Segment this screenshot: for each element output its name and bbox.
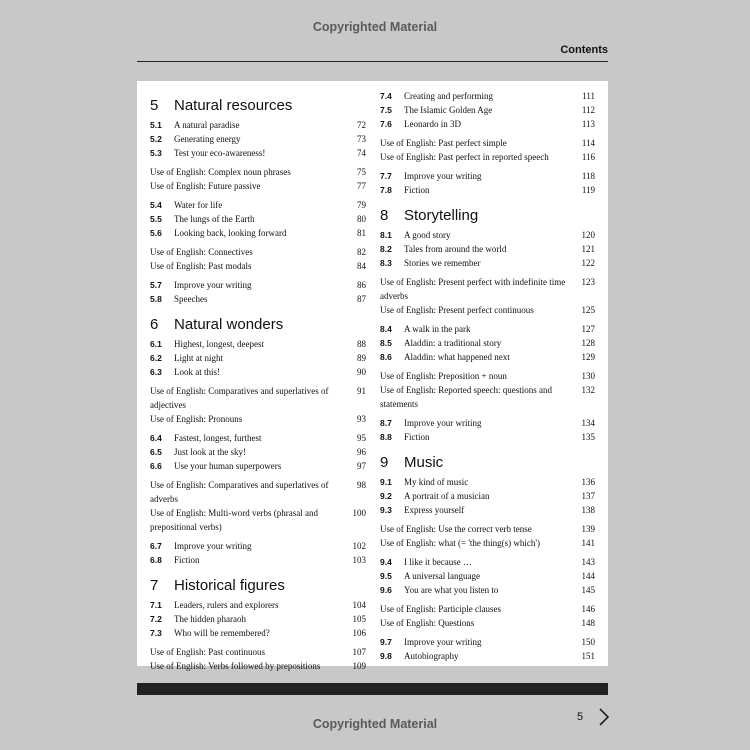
entry-page-number: 122 [581, 258, 595, 268]
use-of-english-entry[interactable] [150, 245, 366, 259]
lesson-number: 6.2 [150, 353, 162, 363]
lesson-entry[interactable] [150, 278, 366, 292]
chevron-right-icon[interactable] [596, 706, 612, 728]
entry-page-number: 89 [357, 353, 366, 363]
lesson-entry[interactable] [380, 89, 595, 103]
entry-title: Aladdin: what happened next [404, 352, 510, 362]
lesson-number: 9.2 [380, 491, 392, 501]
unit-heading [380, 203, 595, 228]
unit-title: Music [404, 454, 444, 471]
entry-title: Use of English: Present perfect continuous [380, 305, 534, 315]
lesson-entry[interactable] [150, 459, 366, 473]
unit-title: Natural wonders [174, 316, 284, 333]
lesson-number: 5.5 [150, 214, 162, 224]
lesson-entry[interactable] [380, 503, 595, 517]
lesson-entry[interactable] [150, 553, 366, 567]
entry-page-number: 129 [581, 352, 595, 362]
entry-page-number: 100 [352, 508, 366, 518]
entry-title: Fiction [174, 555, 200, 565]
contents-right-column [380, 89, 595, 663]
entry-title: Leonardo in 3D [404, 119, 461, 129]
entry-title: Fiction [404, 185, 430, 195]
entry-page-number: 113 [581, 119, 595, 129]
entry-title: Stories we remember [404, 258, 481, 268]
use-of-english-entry[interactable] [150, 259, 366, 273]
entry-title: Use of English: Multi-word verbs (phrasal and prepositional verbs) [150, 508, 318, 532]
entry-page-number: 77 [357, 181, 366, 191]
entry-title: The Islamic Golden Age [404, 105, 493, 115]
lesson-entry[interactable] [380, 117, 595, 131]
entry-page-number: 138 [581, 505, 595, 515]
unit-heading [380, 450, 595, 475]
lesson-entry[interactable] [150, 146, 366, 160]
lesson-number: 9.4 [380, 557, 392, 567]
lesson-entry[interactable] [150, 539, 366, 553]
lesson-entry[interactable] [380, 322, 595, 336]
entry-title: Use of English: Past perfect in reported speech [380, 152, 549, 162]
lesson-number: 8.4 [380, 324, 392, 334]
lesson-entry[interactable] [380, 183, 595, 197]
entry-title: Highest, longest, deepest [174, 339, 264, 349]
entry-page-number: 120 [581, 230, 595, 240]
lesson-number: 7.7 [380, 171, 392, 181]
entry-title: Light at night [174, 353, 223, 363]
use-of-english-entry[interactable] [150, 384, 366, 412]
entry-title: A walk in the park [404, 324, 471, 334]
entry-page-number: 130 [581, 371, 595, 381]
entry-title: Use of English: Complex noun phrases [150, 167, 291, 177]
use-of-english-entry[interactable] [150, 506, 366, 534]
use-of-english-entry[interactable] [380, 602, 595, 616]
lesson-number: 6.4 [150, 433, 162, 443]
entry-page-number: 90 [357, 367, 366, 377]
entry-page-number: 104 [352, 600, 366, 610]
lesson-number: 6.3 [150, 367, 162, 377]
entry-page-number: 103 [352, 555, 366, 565]
lesson-number: 9.8 [380, 651, 392, 661]
lesson-number: 8.2 [380, 244, 392, 254]
lesson-number: 8.6 [380, 352, 392, 362]
entry-page-number: 132 [581, 385, 595, 395]
entry-title: Fastest, longest, furthest [174, 433, 262, 443]
entry-title: A natural paradise [174, 120, 240, 130]
lesson-entry[interactable] [150, 626, 366, 640]
lesson-entry[interactable] [150, 598, 366, 612]
entry-title: Use of English: Past continuous [150, 647, 265, 657]
lesson-entry[interactable] [150, 118, 366, 132]
entry-title: Use of English: Pronouns [150, 414, 243, 424]
lesson-entry[interactable] [380, 583, 595, 597]
lesson-number: 5.7 [150, 280, 162, 290]
entry-title: Autobiography [404, 651, 459, 661]
lesson-entry[interactable] [380, 350, 595, 364]
lesson-number: 5.6 [150, 228, 162, 238]
lesson-entry[interactable] [380, 242, 595, 256]
lesson-number: 9.1 [380, 477, 392, 487]
entry-page-number: 75 [357, 167, 366, 177]
lesson-entry[interactable] [150, 212, 366, 226]
entry-title: Use of English: Past modals [150, 261, 252, 271]
entry-page-number: 127 [581, 324, 595, 334]
unit-number: 7 [150, 577, 159, 594]
entry-title: Use your human superpowers [174, 461, 282, 471]
lesson-entry[interactable] [380, 256, 595, 270]
entry-title: Tales from around the world [404, 244, 507, 254]
entry-title: Improve your writing [404, 418, 482, 428]
lesson-number: 5.2 [150, 134, 162, 144]
unit-heading [150, 573, 366, 598]
lesson-number: 7.3 [150, 628, 162, 638]
entry-page-number: 74 [357, 148, 366, 158]
entry-page-number: 105 [352, 614, 366, 624]
use-of-english-entry[interactable] [380, 616, 595, 630]
entry-page-number: 121 [581, 244, 595, 254]
unit-number: 5 [150, 97, 159, 114]
lesson-number: 9.5 [380, 571, 392, 581]
entry-page-number: 79 [357, 200, 366, 210]
entry-page-number: 91 [357, 386, 366, 396]
lesson-entry[interactable] [380, 489, 595, 503]
entry-page-number: 112 [581, 105, 595, 115]
contents-left-column [150, 89, 366, 673]
entry-page-number: 114 [581, 138, 595, 148]
entry-page-number: 80 [357, 214, 366, 224]
entry-title: Just look at the sky! [174, 447, 246, 457]
contents-panel [137, 81, 608, 671]
entry-title: Fiction [404, 432, 430, 442]
entry-title: Use of English: Past perfect simple [380, 138, 507, 148]
entry-title: Creating and performing [404, 91, 493, 101]
entry-title: A portrait of a musician [404, 491, 490, 501]
lesson-number: 7.4 [380, 91, 392, 101]
entry-page-number: 111 [582, 91, 595, 101]
lesson-entry[interactable] [380, 635, 595, 649]
lesson-entry[interactable] [150, 351, 366, 365]
use-of-english-entry[interactable] [380, 369, 595, 383]
page-title: Contents [560, 44, 608, 56]
unit-heading [150, 93, 366, 118]
entry-page-number: 96 [357, 447, 366, 457]
entry-page-number: 134 [581, 418, 595, 428]
unit-number: 9 [380, 454, 389, 471]
entry-title: Looking back, looking forward [174, 228, 287, 238]
lesson-number: 6.7 [150, 541, 162, 551]
lesson-entry[interactable] [380, 649, 595, 663]
use-of-english-entry[interactable] [380, 522, 595, 536]
lesson-entry[interactable] [380, 569, 595, 583]
header-rule [137, 61, 608, 62]
entry-page-number: 93 [357, 414, 366, 424]
entry-title: Water for life [174, 200, 223, 210]
entry-title: Aladdin: a traditional story [404, 338, 502, 348]
use-of-english-entry[interactable] [380, 136, 595, 150]
entry-page-number: 135 [581, 432, 595, 442]
unit-heading [150, 312, 366, 337]
entry-page-number: 150 [581, 637, 595, 647]
entry-title: The lungs of the Earth [174, 214, 255, 224]
entry-title: Improve your writing [174, 280, 252, 290]
entry-title: Use of English: Connectives [150, 247, 253, 257]
lesson-number: 8.8 [380, 432, 392, 442]
entry-page-number: 136 [581, 477, 595, 487]
entry-page-number: 81 [357, 228, 366, 238]
lesson-entry[interactable] [380, 103, 595, 117]
entry-title: Use of English: Comparatives and superlatives of adverbs [150, 480, 329, 504]
unit-title: Historical figures [174, 577, 285, 594]
entry-page-number: 145 [581, 585, 595, 595]
entry-page-number: 84 [357, 261, 366, 271]
lesson-number: 7.5 [380, 105, 392, 115]
entry-title: Improve your writing [404, 171, 482, 181]
unit-number: 6 [150, 316, 159, 333]
lesson-number: 8.7 [380, 418, 392, 428]
use-of-english-entry[interactable] [150, 478, 366, 506]
lesson-number: 9.6 [380, 585, 392, 595]
entry-title: Use of English: Present perfect with indefinite time adverbs [380, 277, 566, 301]
entry-page-number: 116 [581, 152, 595, 162]
entry-title: I like it because … [404, 557, 472, 567]
entry-page-number: 95 [357, 433, 366, 443]
page-number: 5 [577, 711, 584, 723]
entry-title: Express yourself [404, 505, 465, 515]
lesson-entry[interactable] [380, 416, 595, 430]
lesson-entry[interactable] [380, 169, 595, 183]
entry-page-number: 151 [581, 651, 595, 661]
entry-page-number: 82 [357, 247, 366, 257]
lesson-number: 6.5 [150, 447, 162, 457]
entry-title: Generating energy [174, 134, 241, 144]
use-of-english-entry[interactable] [150, 412, 366, 426]
entry-title: Use of English: Comparatives and superlatives of adjectives [150, 386, 329, 410]
entry-page-number: 107 [352, 647, 366, 657]
lesson-entry[interactable] [150, 132, 366, 146]
entry-page-number: 72 [357, 120, 366, 130]
entry-title: Speeches [174, 294, 208, 304]
lesson-number: 6.8 [150, 555, 162, 565]
entry-title: A good story [404, 230, 451, 240]
lesson-number: 7.8 [380, 185, 392, 195]
entry-page-number: 102 [352, 541, 366, 551]
entry-title: Improve your writing [404, 637, 482, 647]
entry-title: Use of English: Reported speech: questions and statements [380, 385, 552, 409]
entry-page-number: 146 [581, 604, 595, 614]
entry-page-number: 106 [352, 628, 366, 638]
use-of-english-entry[interactable] [150, 165, 366, 179]
entry-title: Use of English: Verbs followed by prepositions [150, 661, 321, 671]
entry-title: A universal language [404, 571, 480, 581]
entry-title: Use of English: Questions [380, 618, 475, 628]
lesson-entry[interactable] [150, 226, 366, 240]
lesson-entry[interactable] [150, 292, 366, 306]
entry-page-number: 139 [581, 524, 595, 534]
lesson-number: 5.1 [150, 120, 162, 130]
entry-page-number: 141 [581, 538, 595, 548]
entry-page-number: 87 [357, 294, 366, 304]
use-of-english-entry[interactable] [150, 659, 366, 673]
entry-title: Use of English: Use the correct verb tense [380, 524, 532, 534]
entry-title: Use of English: what (= 'the thing(s) which') [380, 538, 541, 548]
unit-title: Storytelling [404, 207, 479, 224]
entry-page-number: 119 [581, 185, 595, 195]
entry-page-number: 86 [357, 280, 366, 290]
watermark-top: Copyrighted Material [312, 20, 438, 34]
lesson-entry[interactable] [150, 198, 366, 212]
use-of-english-entry[interactable] [380, 536, 595, 550]
entry-title: You are what you listen to [404, 585, 499, 595]
entry-page-number: 73 [357, 134, 366, 144]
entry-page-number: 143 [581, 557, 595, 567]
lesson-entry[interactable] [380, 336, 595, 350]
entry-page-number: 148 [581, 618, 595, 628]
lesson-number: 6.1 [150, 339, 162, 349]
use-of-english-entry[interactable] [380, 303, 595, 317]
watermark-bottom: Copyrighted Material [312, 717, 438, 731]
entry-title: Leaders, rulers and explorers [174, 600, 279, 610]
entry-title: Who will be remembered? [174, 628, 270, 638]
entry-page-number: 123 [581, 277, 595, 287]
lesson-entry[interactable] [380, 430, 595, 444]
entry-title: Improve your writing [174, 541, 252, 551]
entry-title: Use of English: Preposition + noun [380, 371, 507, 381]
unit-title: Natural resources [174, 97, 293, 114]
lesson-number: 6.6 [150, 461, 162, 471]
lesson-number: 5.4 [150, 200, 162, 210]
lesson-entry[interactable] [150, 445, 366, 459]
entry-title: Test your eco-awareness! [174, 148, 266, 158]
entry-page-number: 118 [581, 171, 595, 181]
lesson-entry[interactable] [150, 337, 366, 351]
use-of-english-entry[interactable] [150, 645, 366, 659]
entry-page-number: 97 [357, 461, 366, 471]
use-of-english-entry[interactable] [380, 150, 595, 164]
entry-title: Look at this! [174, 367, 220, 377]
footer-bar [137, 683, 608, 695]
use-of-english-entry[interactable] [380, 275, 595, 303]
entry-title: The hidden pharaoh [174, 614, 246, 624]
lesson-number: 7.6 [380, 119, 392, 129]
entry-title: My kind of music [404, 477, 469, 487]
entry-page-number: 125 [581, 305, 595, 315]
use-of-english-entry[interactable] [380, 383, 595, 411]
lesson-number: 5.8 [150, 294, 162, 304]
lesson-number: 9.7 [380, 637, 392, 647]
lesson-entry[interactable] [380, 555, 595, 569]
use-of-english-entry[interactable] [150, 179, 366, 193]
lesson-number: 8.1 [380, 230, 392, 240]
lesson-number: 9.3 [380, 505, 392, 515]
lesson-number: 8.5 [380, 338, 392, 348]
lesson-entry[interactable] [380, 228, 595, 242]
entry-page-number: 137 [581, 491, 595, 501]
entry-page-number: 109 [352, 661, 366, 671]
lesson-entry[interactable] [150, 612, 366, 626]
entry-title: Use of English: Participle clauses [380, 604, 501, 614]
entry-page-number: 98 [357, 480, 366, 490]
lesson-number: 7.2 [150, 614, 162, 624]
lesson-entry[interactable] [380, 475, 595, 489]
entry-title: Use of English: Future passive [150, 181, 261, 191]
lesson-entry[interactable] [150, 365, 366, 379]
entry-page-number: 144 [581, 571, 595, 581]
unit-number: 8 [380, 207, 389, 224]
lesson-number: 7.1 [150, 600, 162, 610]
lesson-number: 5.3 [150, 148, 162, 158]
entry-page-number: 88 [357, 339, 366, 349]
entry-page-number: 128 [581, 338, 595, 348]
lesson-number: 8.3 [380, 258, 392, 268]
lesson-entry[interactable] [150, 431, 366, 445]
